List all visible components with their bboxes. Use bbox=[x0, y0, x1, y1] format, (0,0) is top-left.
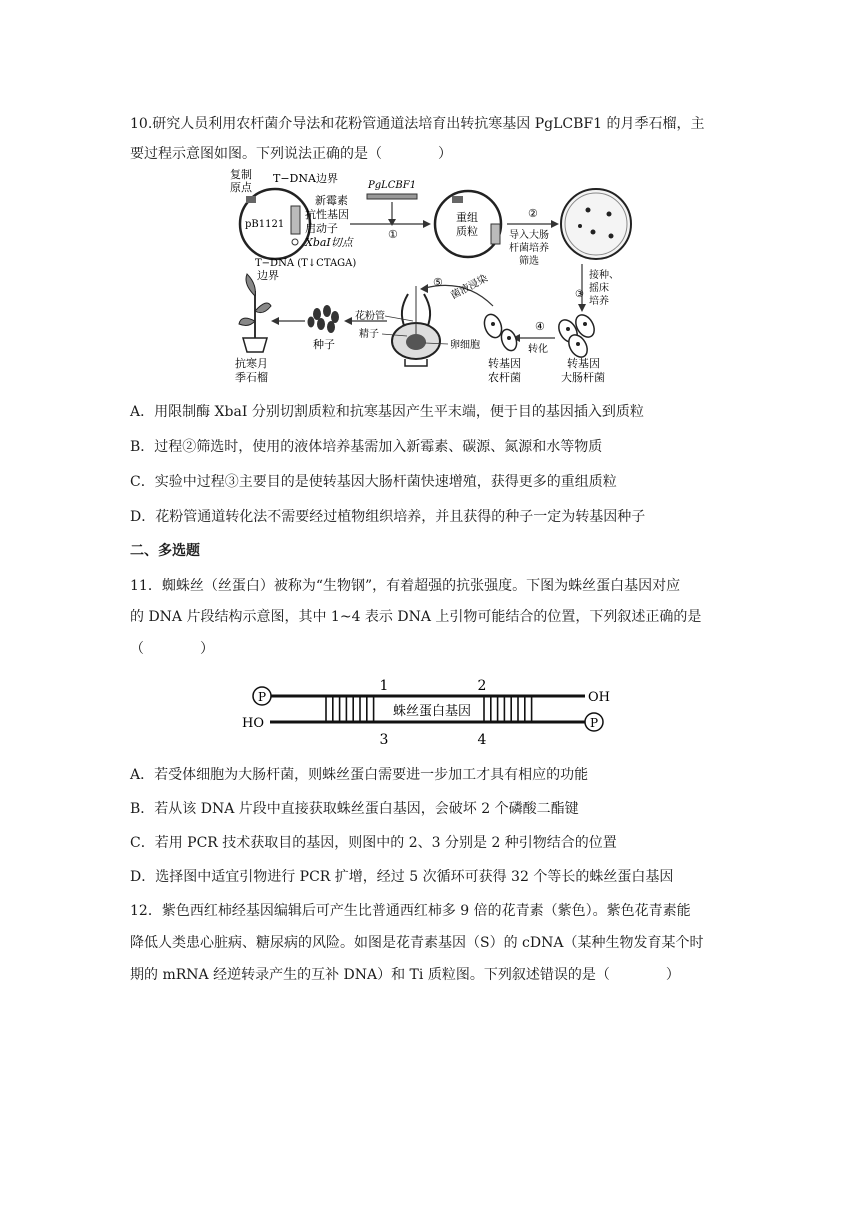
gene-bar bbox=[367, 194, 417, 199]
base-pairs-right bbox=[484, 696, 532, 722]
q11-option-b: B．若从该 DNA 片段中直接获取蛛丝蛋白基因，会破坏 2 个磷酸二酯键 bbox=[130, 801, 579, 817]
label-xba: XbaⅠ切点 bbox=[305, 236, 353, 249]
q10-option-c: C．实验中过程③主要目的是使转基因大肠杆菌快速增殖，获得更多的重组质粒 bbox=[130, 474, 617, 490]
label-recomb2: 质粒 bbox=[456, 225, 478, 238]
q11-option-c: C．若用 PCR 技术获取目的基因，则图中的 2、3 分别是 2 种引物结合的位置 bbox=[130, 835, 617, 851]
q11-option-d: D．选择图中适宜引物进行 PCR 扩增，经过 5 次循环可获得 32 个等长的蛛丝蛋白基因 bbox=[130, 869, 674, 885]
label-fuzhi: 复制 bbox=[230, 168, 252, 181]
label-egg: 卵细胞 bbox=[450, 340, 480, 351]
label-step3: ③ bbox=[575, 289, 584, 300]
label-tdna-top: T−DNA边界 bbox=[273, 172, 338, 185]
svg-text:P: P bbox=[589, 716, 599, 730]
label-step1: ① bbox=[388, 228, 398, 241]
q10-process-diagram bbox=[225, 166, 645, 391]
promoter-marker bbox=[292, 239, 298, 245]
seeds bbox=[313, 308, 321, 320]
q10-option-d: D．花粉管通道转化法不需要经过植物组织培养，并且获得的种子一定为转基因种子 bbox=[130, 509, 646, 525]
label-sperm: 精子 bbox=[359, 329, 379, 340]
site-2: 2 bbox=[477, 678, 487, 694]
ho-end: HO bbox=[242, 716, 264, 731]
label-step2: ② bbox=[528, 207, 538, 220]
base-pairs-left bbox=[326, 696, 374, 722]
q11-option-a: A．若受体细胞为大肠杆菌，则蛛丝蛋白需要进一步加工才具有相应的功能 bbox=[130, 767, 589, 783]
label-yuandian: 原点 bbox=[230, 181, 252, 194]
label-gene: PgLCBF1 bbox=[368, 180, 417, 191]
label-ecoli1: 转基因 bbox=[567, 357, 600, 370]
label-step3-text1: 接种、 bbox=[589, 270, 619, 281]
label-recomb1: 重组 bbox=[456, 211, 478, 224]
q11-stem-line2: 的 DNA 片段结构示意图，其中 1~4 表示 DNA 上引物可能结合的位置，下列叙述正确的是 bbox=[130, 609, 702, 625]
svg-text:P: P bbox=[257, 690, 267, 704]
site-3: 3 bbox=[379, 732, 389, 748]
site-1: 1 bbox=[379, 678, 389, 694]
label-promoter: 启动子 bbox=[305, 222, 338, 235]
q12-stem-line2: 降低人类患心脏病、糖尿病的风险。如图是花青素基因（S）的 cDNA（某种生物发育某个时 bbox=[130, 935, 704, 951]
q12-stem-line3: 期的 mRNA 经逆转录产生的互补 DNA）和 Ti 质粒图。下列叙述错误的是（ ） bbox=[130, 967, 680, 983]
label-neo1: 新霉素 bbox=[315, 194, 348, 207]
label-agro2: 农杆菌 bbox=[488, 371, 521, 384]
label-plant2: 季石榴 bbox=[235, 371, 268, 384]
q10-stem-line2: 要过程示意图如图。下列说法正确的是（ ） bbox=[130, 146, 452, 162]
q12-stem-line1: 12．紫色西红柿经基因编辑后可产生比普通西红柿多 9 倍的花青素（紫色）。紫色花青素能 bbox=[130, 903, 691, 919]
label-step4-text: 转化 bbox=[528, 344, 548, 355]
label-step2-text2: 杆菌培养 bbox=[509, 243, 549, 254]
plant-pot bbox=[243, 338, 267, 352]
label-plasmid: pB1121 bbox=[245, 219, 285, 230]
label-step5-text: 菌液浸染 bbox=[449, 273, 490, 302]
q10-option-a: A．用限制酶 XbaI 分别切割质粒和抗寒基因产生平末端，便于目的基因插入到质粒 bbox=[130, 404, 644, 420]
q11-dna-diagram bbox=[240, 672, 615, 750]
label-neo2: 抗性基因 bbox=[305, 208, 349, 221]
petri-dish bbox=[561, 189, 631, 259]
neo-gene-marker bbox=[291, 206, 300, 234]
label-step2-text1: 导入大肠 bbox=[509, 230, 549, 241]
label-pollen-tube: 花粉管 bbox=[355, 311, 385, 322]
label-step2-text3: 筛选 bbox=[519, 256, 539, 267]
label-step3-text3: 培养 bbox=[589, 296, 609, 307]
label-step3-text2: 摇床 bbox=[589, 283, 609, 294]
q10-option-b: B．过程②筛选时，使用的液体培养基需加入新霉素、碳源、氮源和水等物质 bbox=[130, 439, 603, 455]
label-tdna-bottom2: 边界 bbox=[257, 269, 279, 282]
q11-stem-line1: 11．蜘蛛丝（丝蛋白）被称为“生物钢”，有着超强的抗张强度。下图为蛛丝蛋白基因对应 bbox=[130, 578, 681, 594]
label-step4: ④ bbox=[535, 320, 545, 333]
section-heading: 二、多选题 bbox=[130, 543, 200, 559]
q10-stem-line1: 10.研究人员利用农杆菌介导法和花粉管通道法培育出转抗寒基因 PgLCBF1 的月季石榴，主 bbox=[130, 116, 705, 132]
label-agro1: 转基因 bbox=[488, 357, 521, 370]
label-ecoli2: 大肠杆菌 bbox=[561, 371, 605, 384]
label-step5: ⑤ bbox=[433, 276, 443, 289]
label-seed: 种子 bbox=[313, 338, 335, 351]
oh-end: OH bbox=[588, 690, 610, 705]
origin-marker bbox=[246, 196, 256, 203]
label-plant1: 抗寒月 bbox=[235, 357, 268, 370]
style bbox=[402, 294, 408, 328]
gene-label: 蛛丝蛋白基因 bbox=[392, 704, 472, 719]
site-4: 4 bbox=[477, 732, 487, 748]
label-tdna-bottom1: T−DNA (T↓CTAGA) bbox=[255, 258, 357, 269]
q11-stem-line3: （ ） bbox=[130, 641, 214, 657]
ovule bbox=[406, 334, 426, 350]
